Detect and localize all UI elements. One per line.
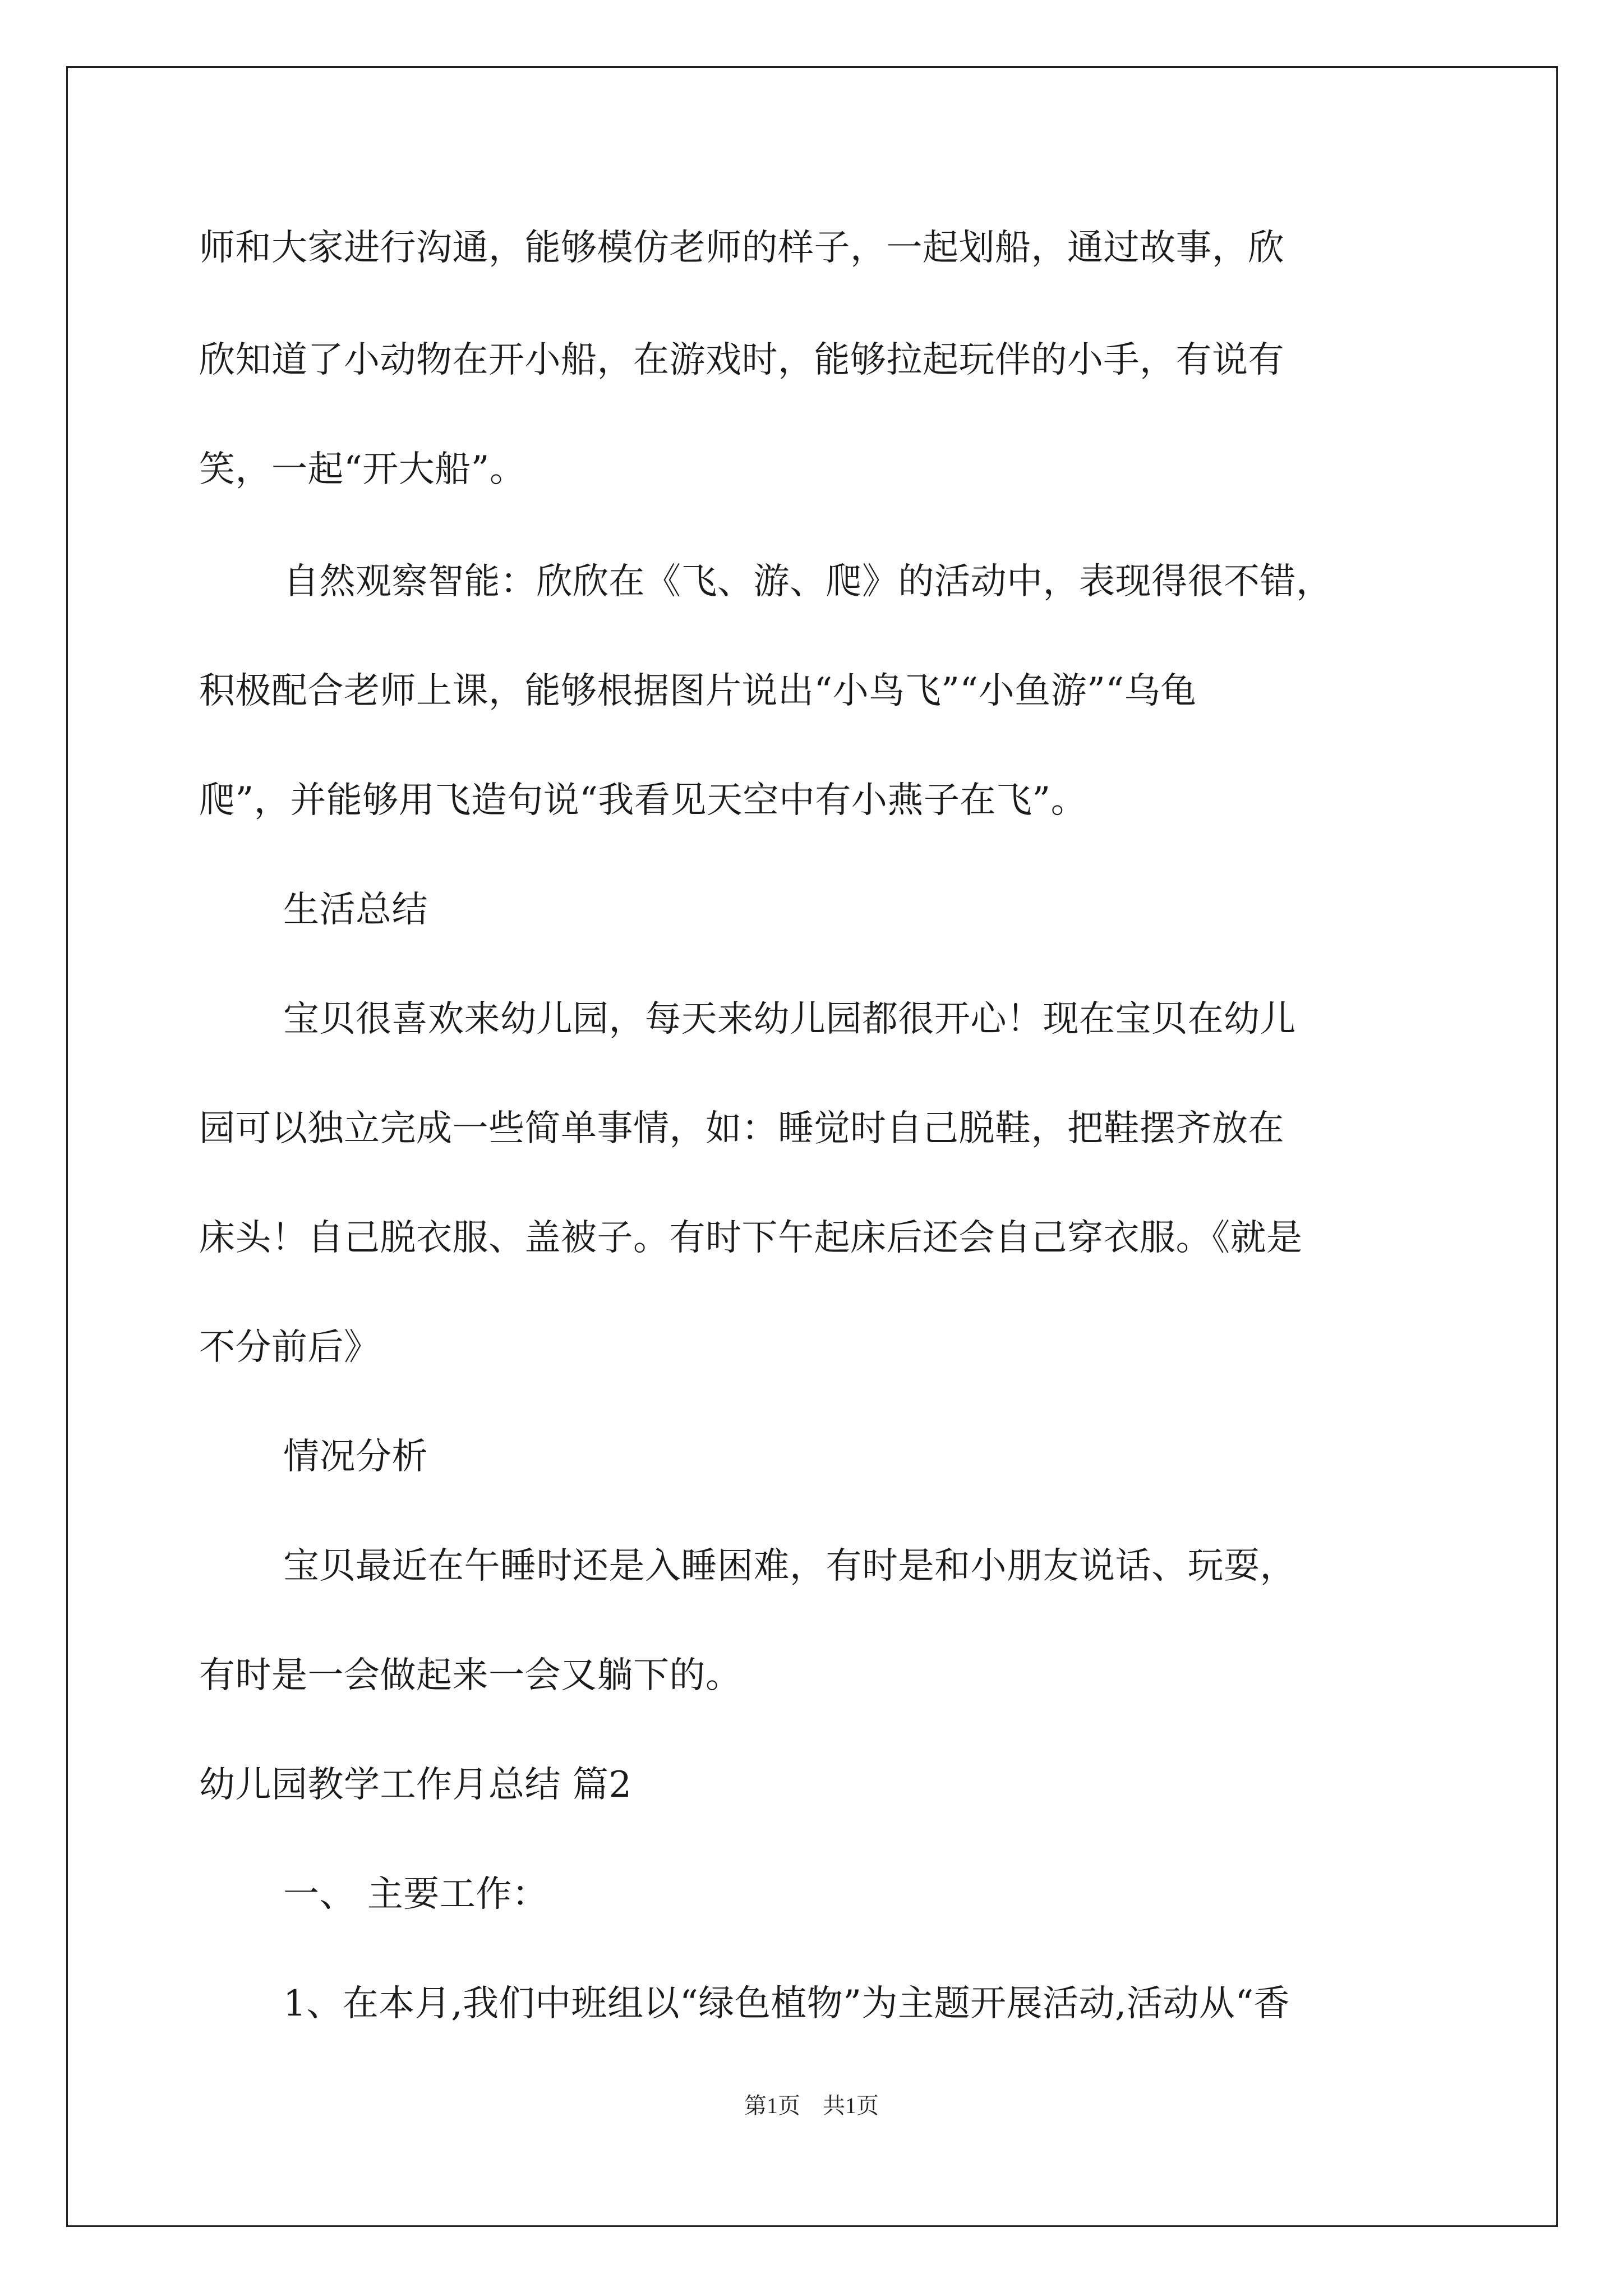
paragraph-line: 师和大家进行沟通，能够模仿老师的样子，一起划船，通过故事，欣 (199, 227, 1284, 269)
paragraph-line: 自然观察智能：欣欣在《飞、游、爬》的活动中，表现得很不错， (283, 561, 1332, 602)
page-footer (0, 2088, 1623, 2120)
paragraph-line: 不分前后》 (199, 1327, 380, 1368)
section-heading: 生活总结 (283, 889, 428, 931)
section-heading: 一、 主要工作： (283, 1874, 548, 1915)
page-total: 共1页 (823, 2093, 879, 2118)
paragraph-line: 有时是一会做起来一会又躺下的。 (199, 1655, 742, 1696)
section-heading: 情况分析 (283, 1436, 428, 1478)
article-title: 幼儿园教学工作月总结 篇2 (199, 1764, 632, 1806)
paragraph-line: 欣知道了小动物在开小船，在游戏时，能够拉起玩伴的小手，有说有 (199, 339, 1284, 381)
paragraph-line: 笑，一起“开大船”。 (199, 449, 526, 490)
paragraph-line: 宝贝很喜欢来幼儿园，每天来幼儿园都很开心！现在宝贝在幼儿 (283, 999, 1296, 1040)
paragraph-line: 1、在本月,我们中班组以“绿色植物”为主题开展活动,活动从“香 (283, 1983, 1290, 2024)
paragraph-line: 床头！自己脱衣服、盖被子。有时下午起床后还会自己穿衣服。《就是 (199, 1217, 1303, 1259)
paragraph-line: 园可以独立完成一些简单事情，如：睡觉时自己脱鞋，把鞋摆齐放在 (199, 1108, 1284, 1149)
paragraph-line: 爬”，并能够用飞造句说“我看见天空中有小燕子在飞”。 (199, 780, 1087, 821)
page-number: 第1页 (744, 2093, 800, 2118)
paragraph-line: 宝贝最近在午睡时还是入睡困难，有时是和小朋友说话、玩耍， (283, 1545, 1296, 1587)
paragraph-line: 积极配合老师上课，能够根据图片说出“小鸟飞”“小鱼游”“乌龟 (199, 670, 1197, 712)
